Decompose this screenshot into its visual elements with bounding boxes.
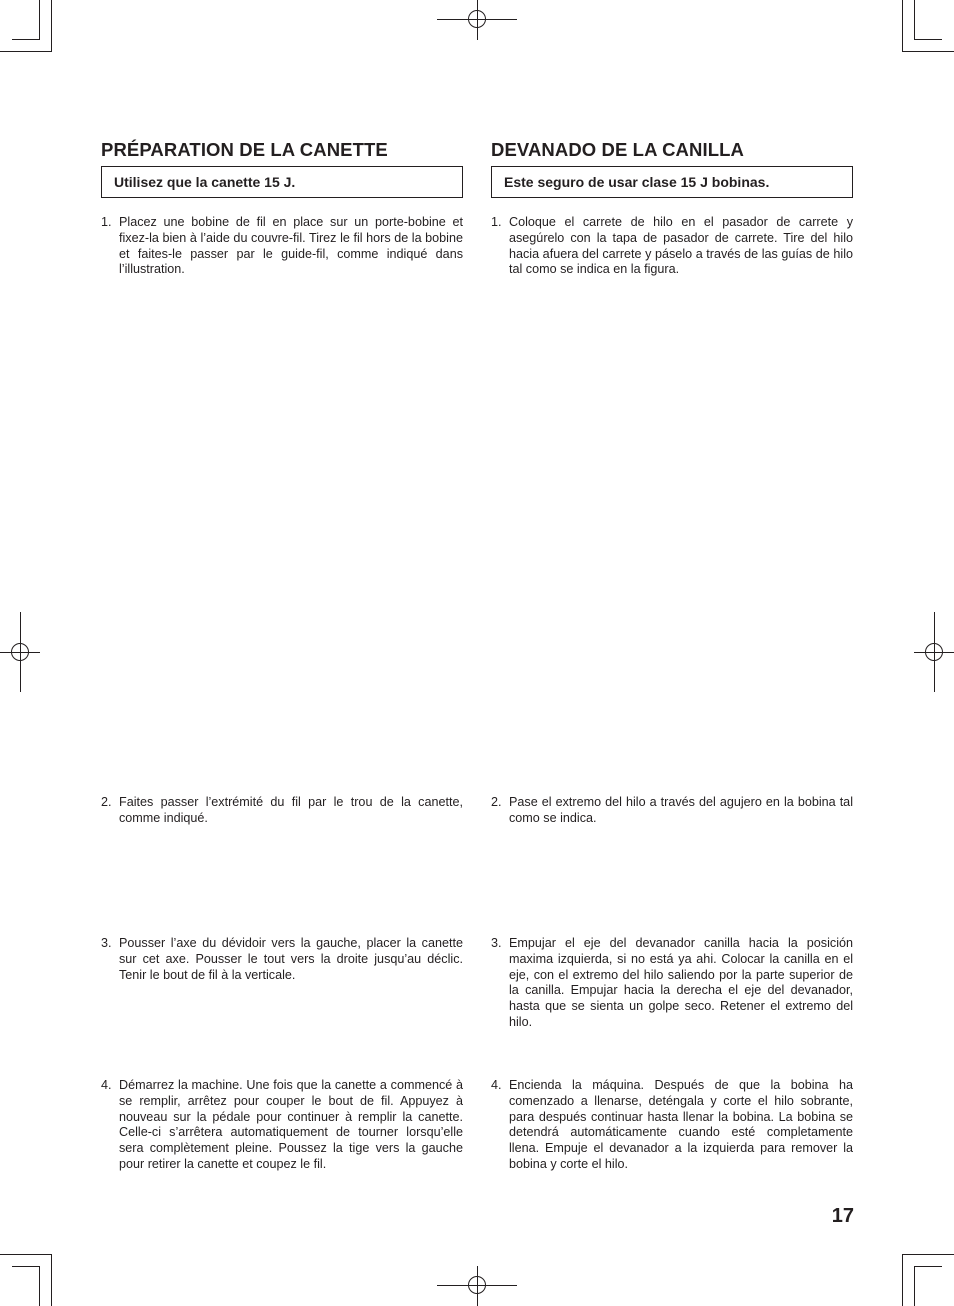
step-2-fr — [101, 795, 463, 827]
step-text: Pase el extremo del hilo a través del agujero en la bobina tal como se indica. — [509, 795, 853, 825]
step-number: 1. — [101, 215, 112, 229]
section-title-es: DEVANADO DE LA CANILLA — [491, 139, 744, 160]
step-number: 3. — [491, 936, 502, 950]
step-number: 2. — [491, 795, 502, 809]
note-box-fr: Utilisez que la canette 15 J. — [101, 166, 463, 198]
page-number: 17 — [831, 1205, 854, 1227]
step-3-es — [491, 936, 853, 1031]
step-4-es — [491, 1078, 853, 1173]
step-1-fr — [101, 215, 463, 278]
step-text: Coloque el carrete de hilo en el pasador de carrete y asegúrelo con la tapa de pasador de carrete. Tire del hilo hacia afuera del carrete y páselo a través de las guías de hilo tal como se indica en la figura. — [509, 215, 853, 277]
step-number: 4. — [491, 1078, 502, 1092]
step-1-es — [491, 215, 853, 278]
step-3-fr — [101, 936, 463, 983]
step-text: Placez une bobine de fil en place sur un porte-bobine et fixez-la bien à l’aide du couvre-fil. Tirez le fil hors de la bobine et faites-le passer par le guide-fil, comme indiqué dans l’illustration. — [119, 215, 463, 277]
step-number: 3. — [101, 936, 112, 950]
step-number: 2. — [101, 795, 112, 809]
step-text: Faites passer l’extrémité du fil par le trou de la canette, comme indiqué. — [119, 795, 463, 825]
step-text: Encienda la máquina. Después de que la bobina ha comenzado a llenarse, deténgala y corte el hilo sobrante, para después continuar hasta llenar la bobina. La bobina se detendrá automáticamente cuando esté completamente llena. Empuje el devanador a la izquierda para remover la bobina y corte el hilo. — [509, 1078, 853, 1171]
step-2-es — [491, 795, 853, 827]
step-text: Empujar el eje del devanador canilla hacia la posición maxima izquierda, si no está ya ahi. Colocar la canilla en el eje, con el extremo del hilo saliendo por la parte superior de la canilla. Empujar hacia la derecha el eje del devanador, hasta que se sienta un golpe seco. Retener el extremo del hilo. — [509, 936, 853, 1029]
step-number: 4. — [101, 1078, 112, 1092]
step-4-fr — [101, 1078, 463, 1173]
step-number: 1. — [491, 215, 502, 229]
step-text: Démarrez la machine. Une fois que la canette a commencé à se remplir, arrêtez pour couper le bout de fil. Appuyez à nouveau sur la pédale pour continuer à remplir la canette. Celle-ci s’arrêtera automatiquement de tourner lorsqu’elle sera complètement pleine. Poussez la tige vers la gauche pour retirer la canette et coupez le fil. — [119, 1078, 463, 1171]
section-title-fr: PRÉPARATION DE LA CANETTE — [101, 139, 388, 160]
step-text: Pousser l’axe du dévidoir vers la gauche, placer la canette sur cet axe. Pousser le tout vers la droite jusqu’au déclic. Tenir le bout de fil à la verticale. — [119, 936, 463, 982]
note-box-es: Este seguro de usar clase 15 J bobinas. — [491, 166, 853, 198]
